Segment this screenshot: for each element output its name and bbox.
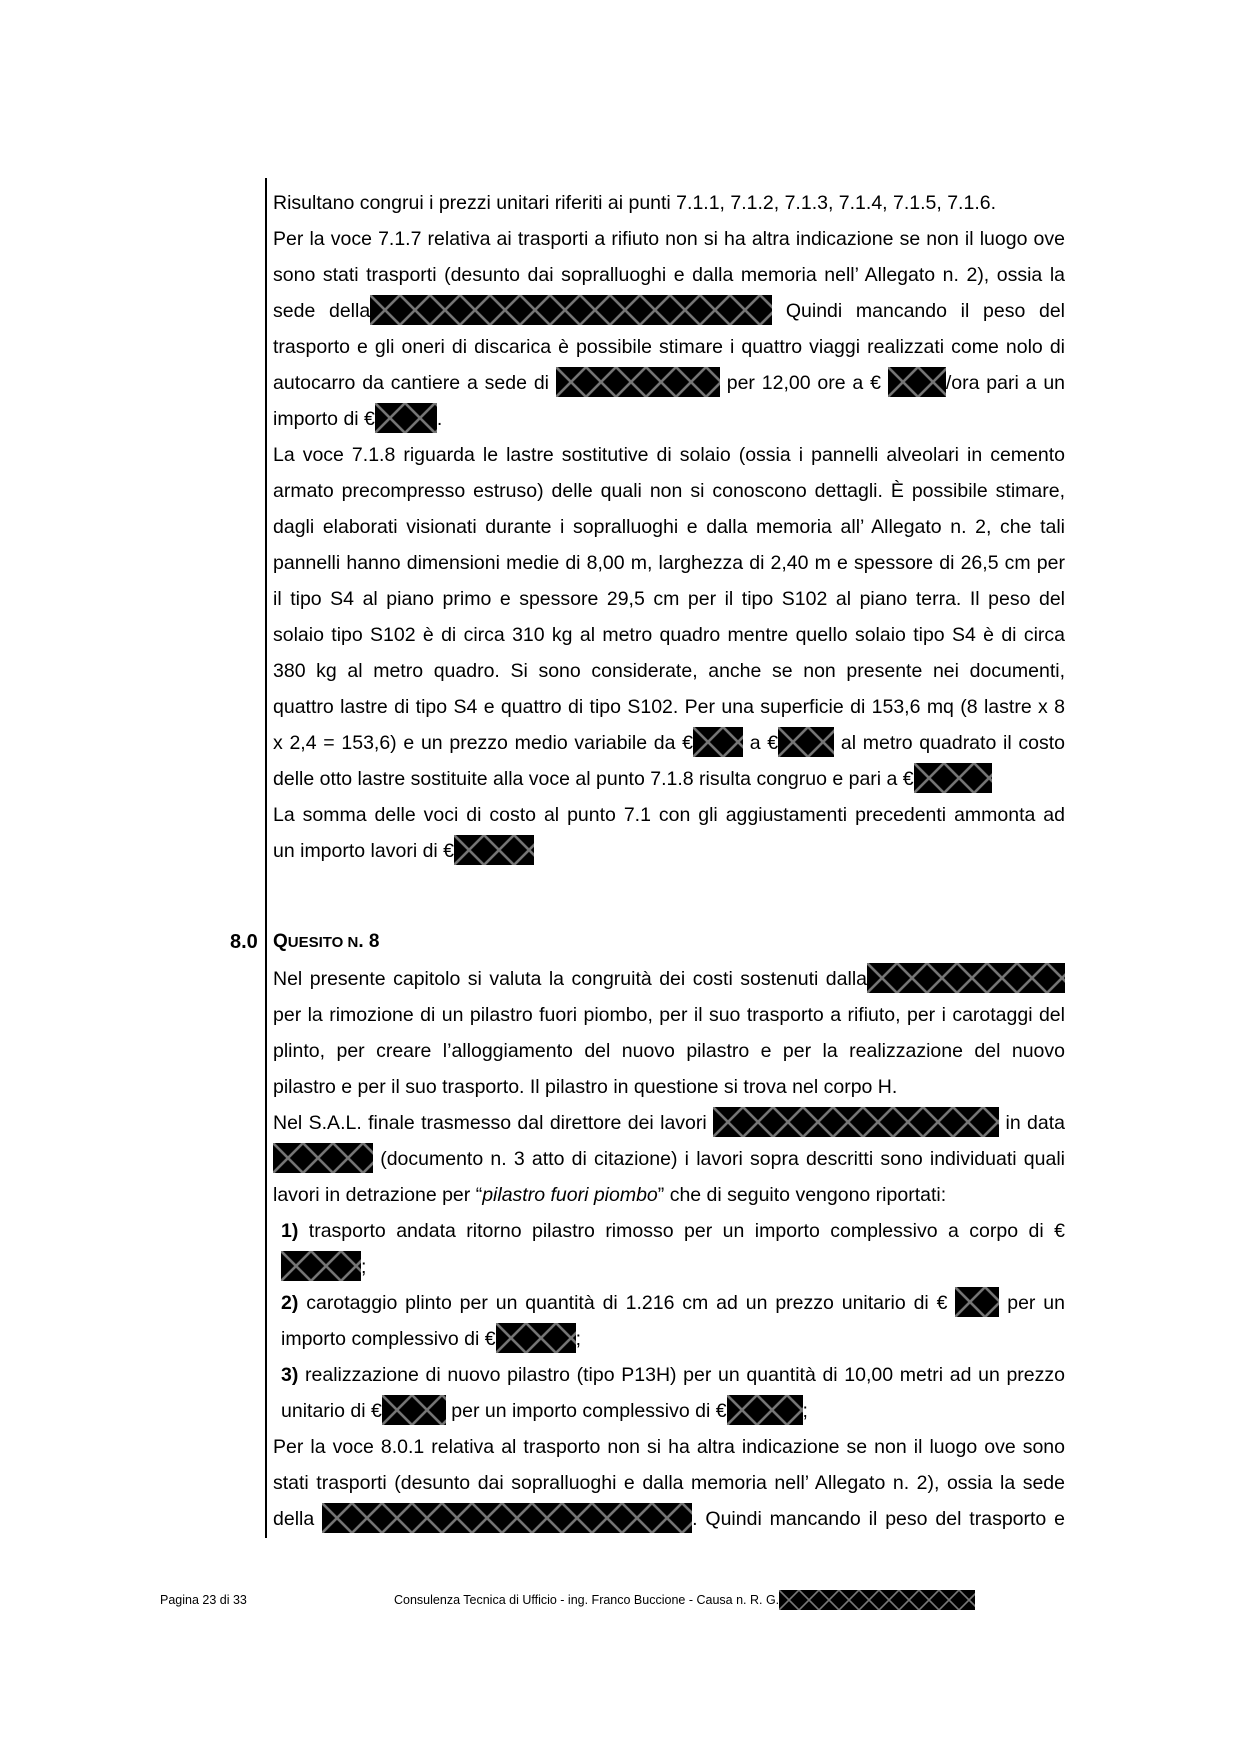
redaction-block xyxy=(273,1143,373,1173)
paragraph-line: quattro lastre di tipo S4 e quattro di tipo S102. Per una superficie di 153,6 mq (8 lastre x 8 xyxy=(273,696,1065,718)
paragraph-line: 380 kg al metro quadro. Si sono considerate, anche se non presente nei documenti, xyxy=(273,660,1065,682)
redaction-block xyxy=(778,727,834,757)
redaction-block xyxy=(281,1251,361,1281)
paragraph-line: pilastro e per il suo trasporto. Il pilastro in questione si trova nel corpo H. xyxy=(273,1076,898,1098)
section-number: 8.0 xyxy=(230,931,258,953)
paragraph-line: un importo lavori di € xyxy=(273,833,1065,869)
section-8-text xyxy=(273,924,1065,1537)
paragraph-line: sono stati trasporti (desunto dai sopralluoghi e dalla memoria nell’ Allegato n. 2), ossia la xyxy=(273,264,1065,286)
redaction-block xyxy=(867,963,1065,993)
margin-rule xyxy=(265,178,267,1538)
paragraph-line: Nel presente capitolo si valuta la congruità dei costi sostenuti dalla xyxy=(273,961,1065,997)
paragraph-line: pannelli hanno dimensioni medie di 8,00 m, larghezza di 2,40 m e spessore di 26,5 cm per xyxy=(273,552,1065,574)
paragraph-line: della . Quindi mancando il peso del trasporto e xyxy=(273,1501,1065,1537)
redaction-block xyxy=(454,835,534,865)
paragraph-line: sede della Quindi mancando il peso del xyxy=(273,293,1065,329)
footer-center: Consulenza Tecnica di Ufficio - ing. Franco Buccione - Causa n. R. G. xyxy=(394,1588,975,1612)
paragraph-line: per la rimozione di un pilastro fuori piombo, per il suo trasporto a rifiuto, per i carotaggi del xyxy=(273,1004,1065,1026)
list-item: unitario di € per un importo complessivo di € ; xyxy=(273,1393,1065,1429)
list-item: 2) carotaggio plinto per un quantità di 1.216 cm ad un prezzo unitario di € per un xyxy=(273,1285,1065,1321)
section-title: QUESITO N. 8 xyxy=(273,931,380,952)
list-item: ; xyxy=(273,1249,1065,1285)
redaction-block xyxy=(727,1395,803,1425)
paragraph-line: Nel S.A.L. finale trasmesso dal direttore dei lavori in data xyxy=(273,1105,1065,1141)
redaction-block xyxy=(322,1503,692,1533)
paragraph-line: trasporto e gli oneri di discarica è possibile stimare i quattro viaggi realizzati come nolo di xyxy=(273,336,1065,358)
redaction-block xyxy=(693,727,743,757)
redaction-block xyxy=(375,403,437,433)
paragraph-line: La somma delle voci di costo al punto 7.1 con gli aggiustamenti precedenti ammonta ad xyxy=(273,804,1065,826)
paragraph-line: solaio tipo S102 è di circa 310 kg al metro quadro mentre quello solaio tipo S4 è di circa xyxy=(273,624,1065,646)
paragraph-line: plinto, per creare l’alloggiamento del nuovo pilastro e per la realizzazione del nuovo xyxy=(273,1040,1065,1062)
redaction-block xyxy=(556,367,720,397)
paragraph-line: stati trasporti (desunto dai sopralluoghi e dalla memoria nell’ Allegato n. 2), ossia la sede xyxy=(273,1472,1065,1494)
paragraph-line: x 2,4 = 153,6) e un prezzo medio variabile da € a € al metro quadrato il costo xyxy=(273,725,1065,761)
paragraph-line: il tipo S4 al piano primo e spessore 29,5 cm per il tipo S102 al piano terra. Il peso del xyxy=(273,588,1065,610)
section-7-text xyxy=(273,185,1065,869)
paragraph-line: armato precompresso estruso) delle quali non si conoscono dettagli. È possibile stimare, xyxy=(273,480,1065,502)
paragraph-line: Risultano congrui i prezzi unitari riferiti ai punti 7.1.1, 7.1.2, 7.1.3, 7.1.4, 7.1.5, 7.1.6. xyxy=(273,192,996,214)
paragraph-line: La voce 7.1.8 riguarda le lastre sostitutive di solaio (ossia i pannelli alveolari in cemento xyxy=(273,444,1065,466)
paragraph-line: (documento n. 3 atto di citazione) i lavori sopra descritti sono individuati quali xyxy=(273,1141,1065,1177)
redaction-block xyxy=(888,367,946,397)
footer-page-number: Pagina 23 di 33 xyxy=(160,1593,247,1607)
redaction-block xyxy=(496,1323,576,1353)
paragraph-line: importo di € . xyxy=(273,401,1065,437)
redaction-block xyxy=(370,295,772,325)
paragraph-line: Per la voce 7.1.7 relativa ai trasporti a rifiuto non si ha altra indicazione se non il luogo ove xyxy=(273,228,1065,250)
paragraph-line: dagli elaborati visionati durante i sopralluoghi e dalla memoria all’ Allegato n. 2, che tali xyxy=(273,516,1065,538)
paragraph-line: autocarro da cantiere a sede di per 12,00 ore a € /ora pari a un xyxy=(273,365,1065,401)
paragraph-line: Per la voce 8.0.1 relativa al trasporto non si ha altra indicazione se non il luogo ove sono xyxy=(273,1436,1065,1458)
list-item: 1) trasporto andata ritorno pilastro rimosso per un importo complessivo a corpo di € xyxy=(281,1220,1065,1242)
paragraph-line: delle otto lastre sostituite alla voce al punto 7.1.8 risulta congruo e pari a € xyxy=(273,761,1065,797)
redaction-block xyxy=(955,1287,999,1317)
redaction-block xyxy=(382,1395,446,1425)
paragraph-line: lavori in detrazione per “pilastro fuori piombo” che di seguito vengono riportati: xyxy=(273,1184,947,1206)
redaction-block xyxy=(713,1107,999,1137)
redaction-block xyxy=(914,763,992,793)
redaction-block xyxy=(779,1590,975,1610)
list-item: 3) realizzazione di nuovo pilastro (tipo P13H) per un quantità di 10,00 metri ad un prezzo xyxy=(281,1364,1065,1386)
list-item: importo complessivo di € ; xyxy=(273,1321,1065,1357)
